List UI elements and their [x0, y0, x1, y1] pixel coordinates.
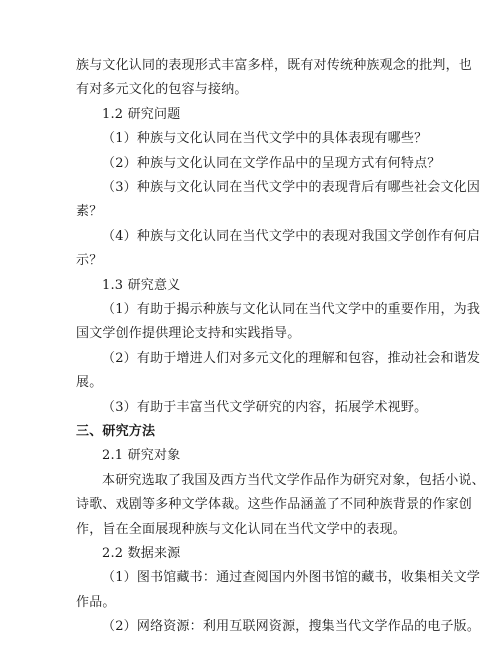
question-item-3-cont: 素？ [76, 204, 103, 220]
source-item-2: （2）网络资源：利用互联网资源，搜集当代文学作品的电子版。 [102, 619, 481, 635]
section-heading-2-1: 2.1 研究对象 [102, 448, 181, 464]
question-item-3: （3）种族与文化认同在当代文学中的表现背后有哪些社会文化因 [102, 180, 481, 195]
section-heading-2-2: 2.2 数据来源 [102, 546, 181, 561]
significance-item-1-cont: 国文学创作提供理论支持和实践指导。 [76, 326, 301, 342]
question-item-2: （2）种族与文化认同在文学作品中的呈现方式有何特点？ [102, 155, 441, 171]
question-item-1: （1）种族与文化认同在当代文学中的具体表现有哪些？ [102, 131, 428, 147]
chapter-heading-3: 三、研究方法 [76, 424, 156, 439]
section-heading-1-3: 1.3 研究意义 [102, 277, 181, 293]
significance-item-2-cont: 展。 [76, 375, 103, 391]
significance-item-3: （3）有助于丰富当代文学研究的内容，拓展学术视野。 [102, 399, 428, 415]
paragraph-line: 诗歌、戏剧等多种文学体裁。这些作品涵盖了不同种族背景的作家创 [76, 497, 473, 513]
paragraph-line: 本研究选取了我国及西方当代文学作品作为研究对象，包括小说、 [102, 472, 485, 488]
significance-item-1: （1）有助于揭示种族与文化认同在当代文学中的重要作用，为我 [102, 302, 481, 317]
paragraph-line: 族与文化认同的表现形式丰富多样，既有对传统种族观念的批判，也 [76, 58, 473, 73]
paragraph-line: 作，旨在全面展现种族与文化认同在当代文学中的表现。 [76, 521, 407, 537]
source-item-1-cont: 作品。 [76, 594, 116, 610]
paragraph-line: 有对多元文化的包容与接纳。 [76, 82, 248, 98]
question-item-4-cont: 示？ [76, 253, 103, 269]
significance-item-2: （2）有助于增进人们对多元文化的理解和包容，推动社会和谐发 [102, 350, 481, 366]
question-item-4: （4）种族与文化认同在当代文学中的表现对我国文学创作有何启 [102, 228, 481, 244]
source-item-1: （1）图书馆藏书：通过查阅国内外图书馆的藏书，收集相关文学 [102, 570, 481, 586]
section-heading-1-2: 1.2 研究问题 [102, 106, 181, 122]
